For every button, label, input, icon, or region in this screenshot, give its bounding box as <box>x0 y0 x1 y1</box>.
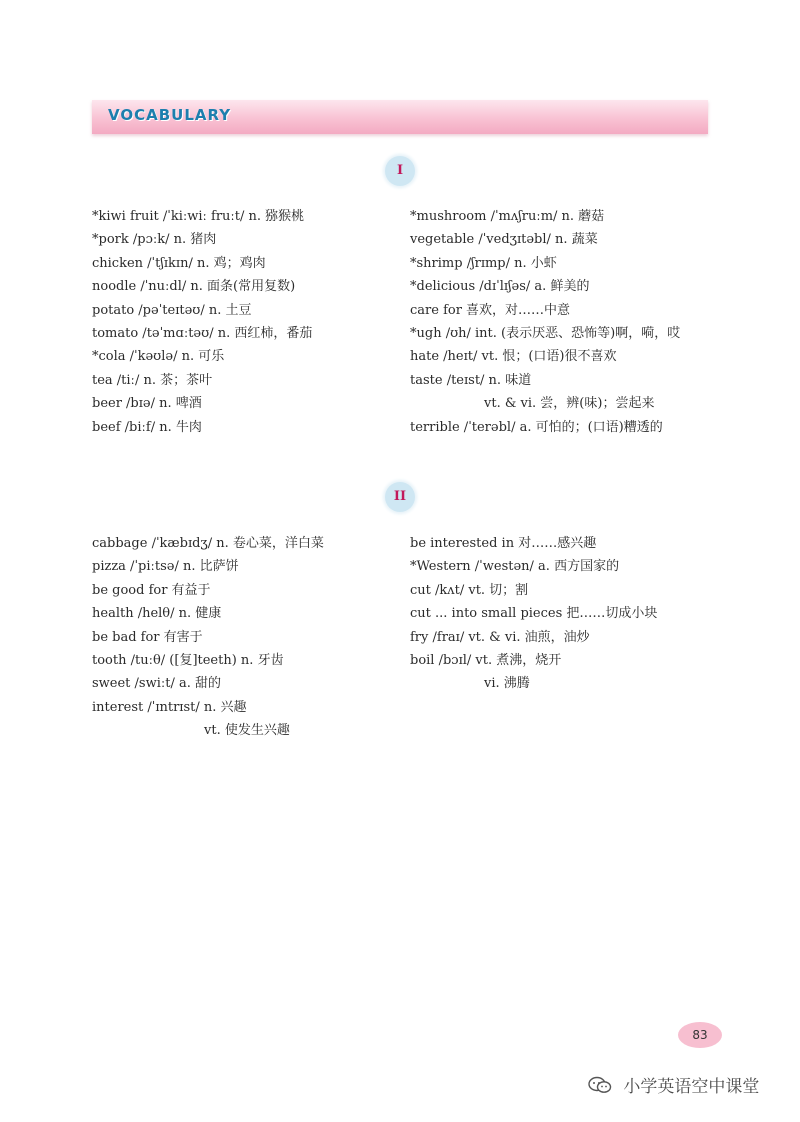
section-1-left-column <box>92 205 312 439</box>
vocab-entry: *mushroom /ˈmʌʃruːm/ n. 蘑菇 <box>410 209 605 224</box>
vocab-entry: be bad for 有害于 <box>92 629 203 645</box>
vocab-entry: boil /bɔɪl/ vt. 煮沸，烧开 <box>410 652 562 668</box>
vocab-entry: *ugh /ʊh/ int. (表示厌恶、恐怖等)啊，嗬，哎 <box>410 325 681 341</box>
vocab-entry-continuation: vi. 沸腾 <box>484 676 530 692</box>
vocab-entry: beer /bɪə/ n. 啤酒 <box>92 396 202 412</box>
vocab-entry: beef /biːf/ n. 牛肉 <box>92 419 202 435</box>
vocab-entry: potato /pəˈteɪtəʊ/ n. 土豆 <box>92 302 252 318</box>
vocab-entry: *cola /ˈkəʊlə/ n. 可乐 <box>92 349 225 365</box>
watermark-text: 小学英语空中课堂 <box>623 1077 760 1097</box>
section-2-left-column <box>92 532 324 743</box>
vocab-entry: be good for 有益于 <box>92 582 211 598</box>
vocab-entry: taste /teɪst/ n. 味道 <box>410 372 532 388</box>
vocab-entry: tea /tiː/ n. 茶；茶叶 <box>92 372 213 388</box>
vocab-entry-continuation: vt. & vi. 尝，辨(味)；尝起来 <box>484 396 655 412</box>
vocab-entry: vegetable /ˈvedʒɪtəbl/ n. 蔬菜 <box>410 232 598 248</box>
vocab-entry: interest /ˈɪntrɪst/ n. 兴趣 <box>92 699 247 715</box>
vocab-entry: health /helθ/ n. 健康 <box>92 606 222 622</box>
page-number: 83 <box>678 1022 722 1048</box>
section-marker-1: I <box>385 156 415 186</box>
vocabulary-banner <box>92 100 708 134</box>
vocab-entry: chicken /ˈtʃɪkɪn/ n. 鸡；鸡肉 <box>92 255 266 271</box>
vocab-entry-continuation: vt. 使发生兴趣 <box>204 723 290 739</box>
vocab-entry: cut /kʌt/ vt. 切；割 <box>410 582 529 598</box>
vocab-entry: fry /fraɪ/ vt. & vi. 油煎，油炒 <box>410 629 590 645</box>
vocab-entry: care for 喜欢，对……中意 <box>410 302 571 318</box>
vocab-entry: tooth /tuːθ/ ([复]teeth) n. 牙齿 <box>92 652 284 668</box>
vocab-entry: sweet /swiːt/ a. 甜的 <box>92 676 222 692</box>
section-1-right-column <box>410 205 680 439</box>
vocab-entry: *Western /ˈwestən/ a. 西方国家的 <box>410 559 620 575</box>
page-title: VOCABULARY <box>108 106 232 124</box>
vocab-entry: *shrimp /ʃrɪmp/ n. 小虾 <box>410 255 557 271</box>
vocab-entry: terrible /ˈterəbl/ a. 可怕的；(口语)糟透的 <box>410 419 663 435</box>
vocab-entry: cabbage /ˈkæbɪdʒ/ n. 卷心菜，洋白菜 <box>92 536 324 551</box>
watermark <box>588 1072 759 1099</box>
vocab-entry: be interested in 对……感兴趣 <box>410 536 597 551</box>
section-marker-2: II <box>385 482 415 512</box>
vocab-entry: tomato /təˈmɑːtəʊ/ n. 西红柿，番茄 <box>92 325 313 341</box>
vocab-entry: *pork /pɔːk/ n. 猪肉 <box>92 232 217 248</box>
wechat-icon <box>588 1076 612 1099</box>
vocab-entry: hate /heɪt/ vt. 恨；(口语)很不喜欢 <box>410 349 617 365</box>
section-2-right-column <box>410 532 657 696</box>
vocab-entry: noodle /ˈnuːdl/ n. 面条(常用复数) <box>92 279 296 295</box>
vocab-entry: pizza /ˈpiːtsə/ n. 比萨饼 <box>92 559 239 575</box>
vocab-entry: *kiwi fruit /ˈkiːwiː fruːt/ n. 猕猴桃 <box>92 209 305 224</box>
vocab-entry: *delicious /dɪˈlɪʃəs/ a. 鲜美的 <box>410 279 590 295</box>
vocab-entry: cut ... into small pieces 把……切成小块 <box>410 606 658 622</box>
